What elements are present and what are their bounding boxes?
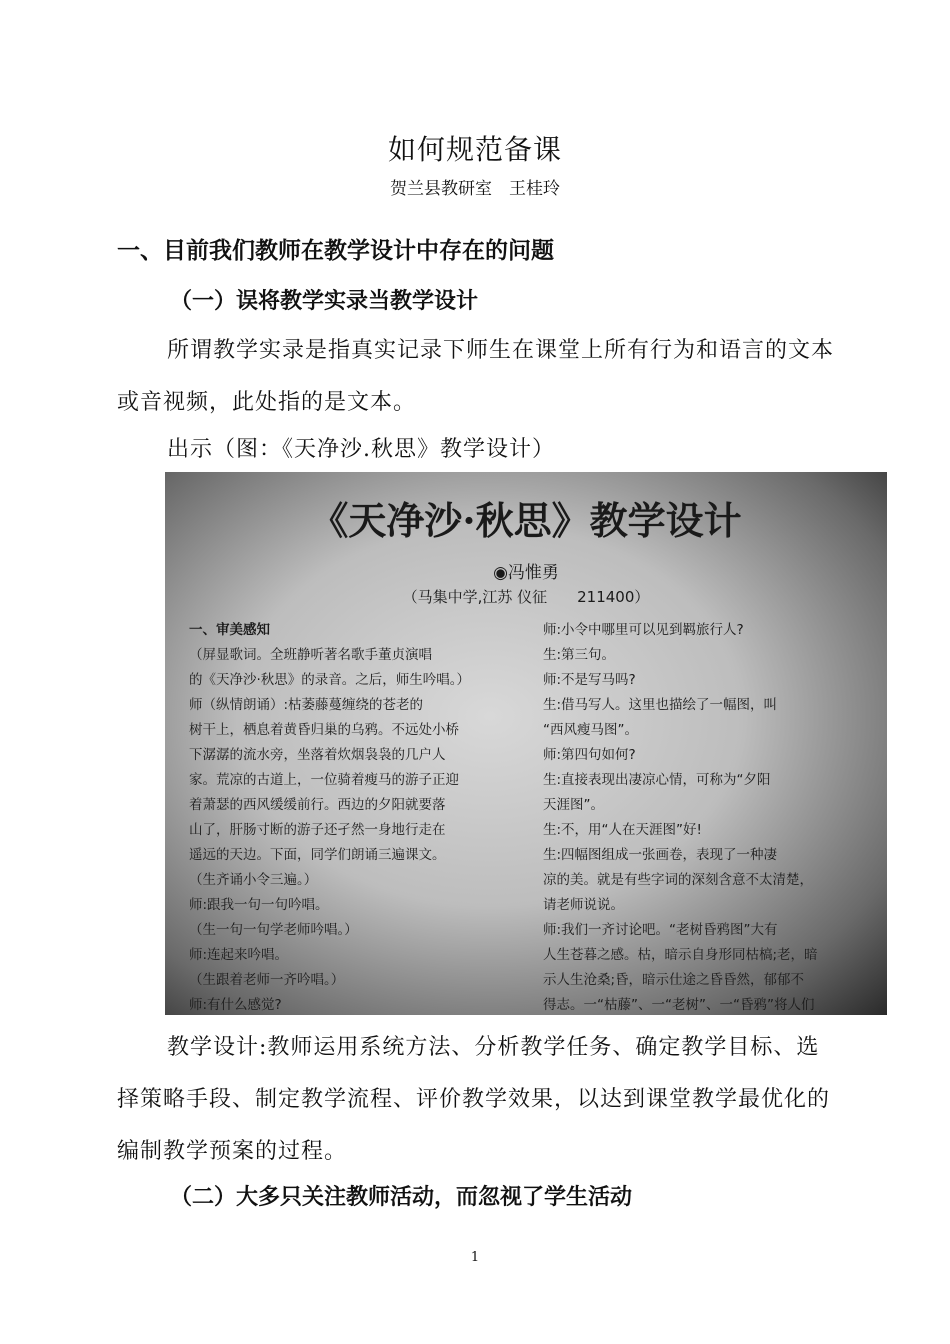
photo-text-line: 得志。一“枯藤”、一“老树”、一“昏鸦”将人们 [543,997,815,1013]
photo-text-line: 的《天净沙·秋思》的录音。之后，师生吟唱。） [189,672,471,688]
photo-text-line: 生:四幅图组成一张画卷，表现了一种凄 [543,847,778,863]
section-heading-1: 一、目前我们教师在教学设计中存在的问题 [117,238,554,264]
photo-text-line: 示人生沧桑;昏，暗示仕途之昏昏然，郁郁不 [543,972,805,988]
photo-text-line: 山了，肝肠寸断的游子还孑然一身地行走在 [189,822,446,838]
document-title: 如何规范备课 [387,133,562,166]
photo-text-line: 师:连起来吟唱。 [189,947,289,963]
photo-left-column [189,618,519,1015]
photo-text-line: 师:小令中哪里可以见到羁旅行人? [543,622,744,638]
photo-right-column [543,618,865,1015]
photo-text-line: 请老师说说。 [543,897,624,913]
photo-text-line: 师:有什么感觉? [189,997,282,1013]
photo-text-line: 下潺潺的流水旁，坐落着炊烟袅袅的几户人 [189,747,446,763]
photo-text-line: 师（纵情朗诵）:枯萎藤蔓缠绕的苍老的 [189,697,424,713]
photo-school: （马集中学,江苏 仪征 211400） [402,588,650,606]
photo-text-line: （生跟着老师一齐吟唱。） [189,972,345,988]
photo-text-line: 生:直接表现出凄凉心情，可称为“夕阳 [543,772,771,788]
scanned-page-photo [165,472,887,1015]
photo-text-line: （屏显歌词。全班静听著名歌手董贞演唱 [189,647,432,663]
photo-text-line: 着萧瑟的西风缓缓前行。西边的夕阳就要落 [189,797,446,813]
photo-text-line: （生齐诵小令三遍。） [189,872,318,888]
photo-text-line: 树干上，栖息着黄昏归巢的乌鸦。不远处小桥 [189,722,459,738]
photo-text-line: （生一句一句学老师吟唱。） [189,922,358,938]
photo-author: ◉冯惟勇 [493,563,559,583]
figure-caption: 出示（图：《天净沙.秋思》教学设计） [167,437,555,462]
page-number: 1 [470,1250,480,1265]
subsection-heading-2: （二）大多只关注教师活动，而忽视了学生活动 [170,1185,633,1210]
photo-title: 《天净沙·秋思》教学设计 [310,498,742,543]
photo-text-line: 一、审美感知 [189,622,270,638]
subsection-heading-1: （一）误将教学实录当教学设计 [170,289,479,314]
photo-text-line: 生:第三句。 [543,647,616,663]
photo-text-line: 凉的美。就是有些字词的深刻含意不太清楚， [543,872,813,888]
paragraph-teaching-record: 所谓教学实录是指真实记录下师生在课堂上所有行为和语言的文本或音视频，此处指的是文本。 [117,338,835,415]
photo-text-line: 师:跟我一句一句吟唱。 [189,897,329,913]
photo-text-line: 天涯图”。 [543,797,604,813]
document-author: 贺兰县教研室 王桂玲 [390,179,560,199]
photo-text-line: 人生苍暮之感。枯，暗示自身形同枯槁;老，暗 [543,947,818,963]
photo-text-line: 生:借马写人。这里也描绘了一幅图，叫 [543,697,778,713]
photo-text-line: 师:我们一齐讨论吧。“老树昏鸦图”大有 [543,922,778,938]
photo-text-line: 遥远的天边。下面，同学们朗诵三遍课文。 [189,847,446,863]
photo-text-line: 家。荒凉的古道上，一位骑着瘦马的游子正迎 [189,772,459,788]
photo-text-line: 师:不是写马吗? [543,672,636,688]
photo-text-line: 师:第四句如何? [543,747,636,763]
paragraph-teaching-design: 教学设计:教师运用系统方法、分析教学任务、确定教学目标、选择策略手段、制定教学流程、评价教学效果，以达到课堂教学最优化的编制教学预案的过程。 [117,1035,831,1164]
photo-text-line: “西风瘦马图”。 [543,722,638,738]
photo-text-line: 生:不，用“人在天涯图”好! [543,822,702,838]
